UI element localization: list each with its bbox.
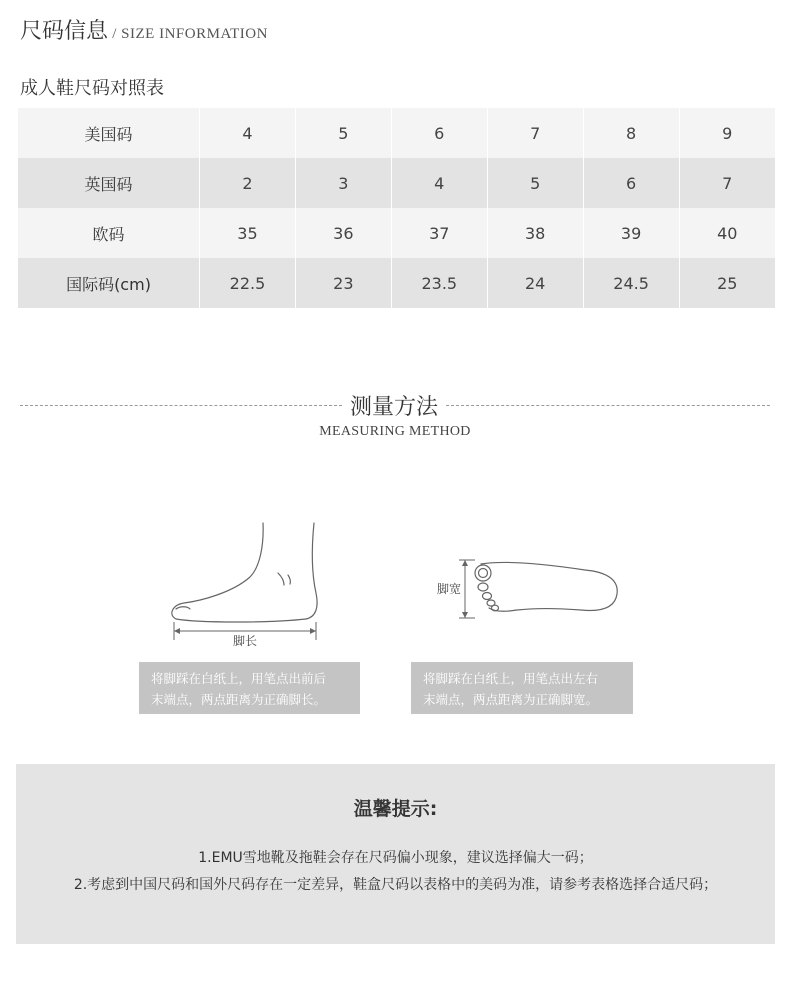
caption-line: 将脚踩在白纸上，用笔点出左右 [423,671,599,686]
foot-width-label: 脚宽 [436,582,462,596]
table-cell: 38 [487,208,583,258]
section-title: 测量方法 [349,395,438,420]
table-cell: 4 [200,108,296,158]
table-cell: 24.5 [583,258,679,308]
table-cell: 2 [200,158,296,208]
row-label: 美国码 [18,108,200,158]
table-cell: 35 [200,208,296,258]
table-cell: 6 [391,108,487,158]
divider-left [20,405,342,406]
table-cell: 6 [583,158,679,208]
foot-width-illustration [425,550,625,630]
row-label: 欧码 [18,208,200,258]
table-cell: 22.5 [200,258,296,308]
tip-item: 2.考虑到中国尺码和国外尺码存在一定差异，鞋盒尺码以表格中的美码为准，请参考表格选择合适尺码； [73,877,718,893]
table-cell: 3 [295,158,391,208]
row-label: 国际码(cm) [18,258,200,308]
caption-foot-width [411,662,633,714]
caption-line: 末端点，两点距离为正确脚宽。 [423,692,599,707]
table-cell: 40 [679,208,775,258]
table-cell: 7 [487,108,583,158]
table-row-cm [18,258,775,308]
caption-foot-length [139,662,360,714]
table-cell: 4 [391,158,487,208]
table-cell: 36 [295,208,391,258]
page-title: 尺码信息 [20,19,109,44]
table-cell: 23.5 [391,258,487,308]
size-table [18,108,775,308]
table-cell: 5 [295,108,391,158]
table-cell: 8 [583,108,679,158]
table-cell: 24 [487,258,583,308]
divider-right [446,405,770,406]
table-cell: 7 [679,158,775,208]
table-cell: 39 [583,208,679,258]
table-row-us [18,108,775,158]
table-row-eu [18,208,775,258]
table-cell: 23 [295,258,391,308]
tips-title: 温馨提示: [353,798,438,820]
tip-item: 1.EMU雪地靴及拖鞋会存在尺码偏小现象，建议选择偏大一码； [198,850,593,866]
foot-length-illustration [160,515,330,655]
caption-line: 将脚踩在白纸上，用笔点出前后 [151,671,327,686]
table-row-uk [18,158,775,208]
page-title-en: / SIZE INFORMATION [108,26,268,42]
table-cell: 25 [679,258,775,308]
page-header [20,14,268,45]
table-cell: 9 [679,108,775,158]
foot-length-label: 脚长 [232,634,258,648]
table-cell: 5 [487,158,583,208]
tips-box [16,764,775,944]
table-cell: 37 [391,208,487,258]
row-label: 英国码 [18,158,200,208]
caption-line: 末端点，两点距离为正确脚长。 [151,692,327,707]
table-caption: 成人鞋尺码对照表 [20,78,164,99]
section-subtitle: MEASURING METHOD [319,424,471,439]
